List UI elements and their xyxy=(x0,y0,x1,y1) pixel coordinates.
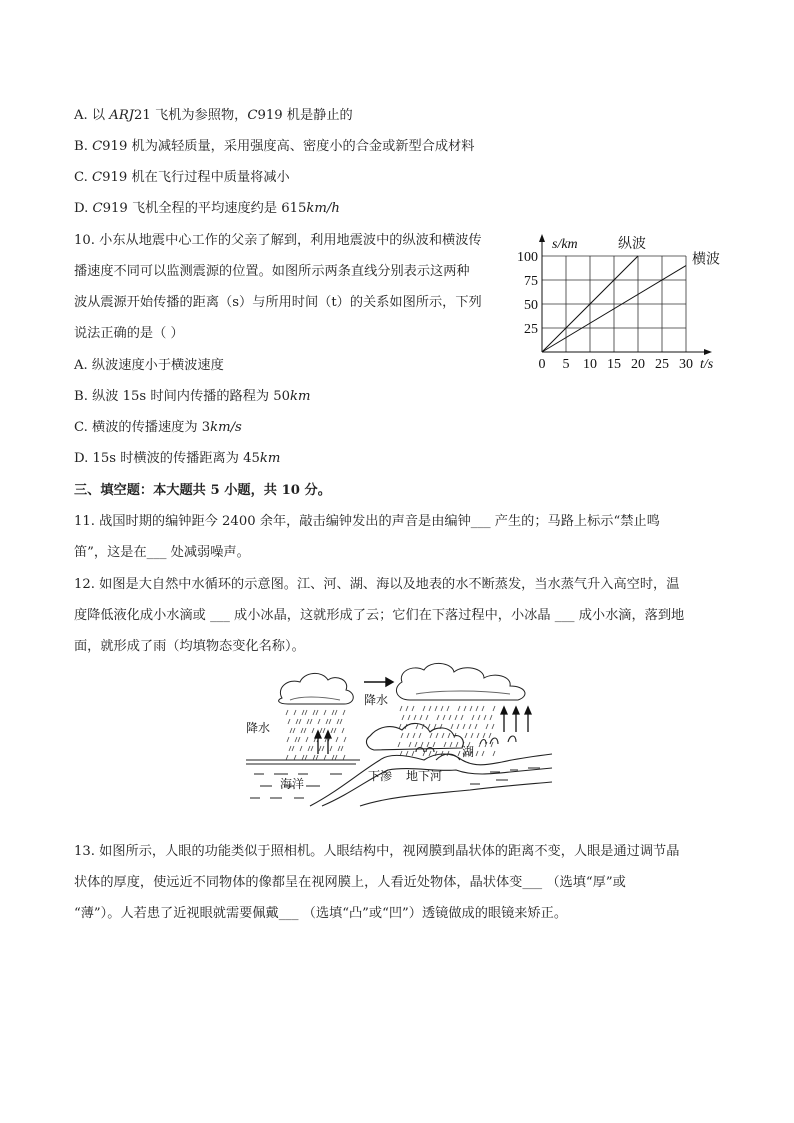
label-rain-left: 降水 xyxy=(246,721,271,735)
rain-drop xyxy=(312,728,314,733)
rain-drop xyxy=(322,746,324,751)
rain-drop xyxy=(302,755,304,760)
chart-grid xyxy=(542,256,686,352)
rain-drop xyxy=(482,751,484,756)
rain-drop xyxy=(414,715,416,720)
rain-drop xyxy=(415,742,417,747)
rain-drop xyxy=(463,724,465,729)
q9-option-c xyxy=(74,166,290,185)
rain-drop xyxy=(482,706,484,711)
x-tick-label: 10 xyxy=(583,357,597,372)
rain-drop xyxy=(316,755,318,760)
rain-drop xyxy=(458,751,460,756)
rain-drop xyxy=(421,742,423,747)
left-cloud xyxy=(279,673,354,704)
y-tick-label: 75 xyxy=(524,274,538,289)
rain-drop xyxy=(423,706,425,711)
rain-drop xyxy=(442,733,444,738)
rain-drop xyxy=(324,755,326,760)
rain-drop xyxy=(296,719,298,724)
rain-drop xyxy=(493,751,495,756)
rain-drop xyxy=(294,710,296,715)
rain-drop xyxy=(332,710,334,715)
rain-drop xyxy=(287,737,289,742)
rain-drop xyxy=(416,724,418,729)
q11-line-1: 11. 战国时期的编钟距今 2400 余年，敲击编钟发出的声音是由编钟___ 产生的；马路上标示“禁止鸣 xyxy=(74,514,660,529)
rain-drop xyxy=(484,715,486,720)
rain-drop xyxy=(491,742,493,747)
rain-drop xyxy=(443,715,445,720)
x-tick-label: 25 xyxy=(655,357,669,372)
q13-line-1: 13. 如图所示，人眼的功能类似于照相机。人眼结构中，视网膜到晶状体的距离不变，人眼是通过调节晶 xyxy=(74,844,680,859)
y-axis-arrow xyxy=(539,234,545,242)
rain-drop xyxy=(344,737,346,742)
evaporation-arrows xyxy=(315,707,531,754)
rain-drop xyxy=(401,733,403,738)
q9-option-a-mid: 21 飞机为参照物， xyxy=(134,108,248,123)
rain-drop xyxy=(330,746,332,751)
x-tick-label: 15 xyxy=(607,357,621,372)
q10-option-c-unit: km/s xyxy=(210,420,242,435)
rain-drop xyxy=(329,719,331,724)
y-axis-label: s/km xyxy=(552,237,578,252)
rain-drop xyxy=(323,728,325,733)
rain-drop xyxy=(342,728,344,733)
rain-drop xyxy=(477,733,479,738)
rain-drop xyxy=(293,728,295,733)
rain-drop xyxy=(451,724,453,729)
q9-option-a xyxy=(74,104,353,123)
rain-drop xyxy=(331,728,333,733)
rain-drop xyxy=(332,755,334,760)
rain-drop xyxy=(398,742,400,747)
rain-drop xyxy=(461,715,463,720)
q9-option-d xyxy=(74,197,340,216)
rain-drop xyxy=(489,733,491,738)
q10-stem-line-1: 10. 小东从地震中心工作的父亲了解到，利用地震波中的纵波和横波传 xyxy=(74,233,482,248)
water-cycle-figure xyxy=(240,660,560,820)
rain-drop xyxy=(465,733,467,738)
rain-drop xyxy=(316,710,318,715)
rain-drop xyxy=(310,719,312,724)
q12-line-2: 度降低液化成小水滴或 ___ 成小冰晶，这就形成了云；它们在下落过程中，小冰晶 ___ 成小水滴，落到地 xyxy=(74,608,685,623)
rain-drop xyxy=(335,710,337,715)
rain-drop xyxy=(493,706,495,711)
rain-drop xyxy=(407,733,409,738)
rain-drop xyxy=(419,733,421,738)
rain-drop xyxy=(336,737,338,742)
rain-drop xyxy=(286,710,288,715)
y-tick-label: 100 xyxy=(517,250,538,265)
rain-drop xyxy=(457,724,459,729)
rain-drop xyxy=(305,755,307,760)
section-3-title: 三、填空题：本大题共 5 小题，共 10 分。 xyxy=(74,483,331,498)
q10-option-b-unit: km xyxy=(290,389,311,404)
rain-drop xyxy=(478,715,480,720)
q10-stem-line-2: 播速度不同可以监测震源的位置。如图所示两条直线分别表示这两种 xyxy=(74,264,470,279)
rain-drop xyxy=(429,706,431,711)
rain-drop xyxy=(420,715,422,720)
rain-drop xyxy=(430,733,432,738)
q12-line-1: 12. 如图是大自然中水循环的示意图。江、河、湖、海以及地表的水不断蒸发，当水蒸气升入高空时，温 xyxy=(74,577,680,592)
q9-option-b-em: C xyxy=(92,139,103,154)
rain-drop xyxy=(433,742,435,747)
rain-drop xyxy=(340,719,342,724)
rain-drop xyxy=(288,719,290,724)
label-lake: 湖 xyxy=(462,745,475,759)
rain-drop xyxy=(295,737,297,742)
rain-drop xyxy=(458,706,460,711)
rain-drop xyxy=(464,706,466,711)
rain-drop xyxy=(304,728,306,733)
q9-option-b xyxy=(74,135,474,154)
rain-drop xyxy=(337,719,339,724)
q9-option-a-text: A. 以 xyxy=(74,108,110,123)
x-axis-arrow xyxy=(704,349,712,355)
rain-drop xyxy=(308,746,310,751)
q11-line-2: 笛”，这是在___ 处减弱噪声。 xyxy=(74,545,250,560)
series-label: 横波 xyxy=(692,251,720,268)
q10-stem-line-4: 说法正确的是（ ） xyxy=(74,326,184,341)
rain-drop xyxy=(301,728,303,733)
rain-drop xyxy=(456,742,458,747)
q9-option-d-text: 919 飞机全程的平均速度约是 615 xyxy=(102,201,307,216)
rain-drop xyxy=(486,724,488,729)
y-tick-label: 50 xyxy=(524,298,538,313)
cloud-arrow xyxy=(364,678,393,686)
q10-option-d xyxy=(74,447,280,466)
rain-drop xyxy=(406,751,408,756)
series-label: 纵波 xyxy=(618,236,646,252)
rain-drop xyxy=(441,706,443,711)
rain-drop xyxy=(320,728,322,733)
q10-stem-line-3: 波从震源开始传播的距离（s）与所用时间（t）的关系如图所示，下列 xyxy=(74,295,482,310)
rain-drop xyxy=(444,742,446,747)
rain-drop xyxy=(469,724,471,729)
rain-drop xyxy=(470,706,472,711)
q10-option-c-text: C. 横波的传播速度为 3 xyxy=(74,420,211,435)
q10-option-b-text: B. 纵波 15s 时间内传播的路程为 50 xyxy=(74,389,291,404)
rain-drop xyxy=(427,742,429,747)
rain-drop xyxy=(302,710,304,715)
rain-drop xyxy=(343,710,345,715)
q9-option-a-post: 919 机是静止的 xyxy=(257,108,353,123)
q10-option-a: A. 纵波速度小于横波速度 xyxy=(74,358,224,373)
rain-drop xyxy=(447,706,449,711)
rain-drop xyxy=(313,710,315,715)
rain-drop xyxy=(409,742,411,747)
rain-drop xyxy=(412,751,414,756)
right-cloud xyxy=(396,663,525,700)
rain-drop xyxy=(286,755,288,760)
rain-drop xyxy=(300,746,302,751)
x-tick-label: 30 xyxy=(679,357,693,372)
rain-drop xyxy=(324,710,326,715)
rain-drop xyxy=(476,706,478,711)
rain-drop xyxy=(492,724,494,729)
rain-drop xyxy=(437,715,439,720)
rain-drop xyxy=(311,746,313,751)
rain-drop xyxy=(292,746,294,751)
q12-line-3: 面，就形成了雨（均填物态变化名称）。 xyxy=(74,639,305,654)
rain-drop xyxy=(408,715,410,720)
rain-drop xyxy=(426,715,428,720)
q13-line-2: 状体的厚度，使远近不同物体的像都呈在视网膜上，人看近处物体，晶状体变___ （选填“厚”或 xyxy=(74,875,626,890)
rain-drop xyxy=(290,728,292,733)
q10-option-c xyxy=(74,416,242,435)
y-tick-label: 25 xyxy=(524,322,538,337)
label-ocean: 海洋 xyxy=(280,777,305,791)
rain-drop xyxy=(490,715,492,720)
rain-drop xyxy=(483,733,485,738)
rain-drop xyxy=(313,755,315,760)
q10-option-d-unit: km xyxy=(259,451,281,466)
rain-drop xyxy=(448,733,450,738)
rain-drop xyxy=(435,706,437,711)
q9-option-d-pre: D. xyxy=(74,201,93,216)
wave-chart xyxy=(510,226,730,376)
x-tick-label: 0 xyxy=(538,357,546,372)
rain-drop xyxy=(429,751,431,756)
rain-drop xyxy=(335,755,337,760)
q13-line-3: “薄”）。人若患了近视眼就需要佩戴___ （选填“凸”或“凹”）透镜做成的眼镜来矫正。 xyxy=(74,906,568,921)
rain-drop xyxy=(318,719,320,724)
q9-option-c-pre: C. xyxy=(74,170,93,185)
rain-drop xyxy=(413,733,415,738)
rain-drop xyxy=(299,719,301,724)
label-infiltrate: 下渗 xyxy=(368,769,393,783)
rain-drop xyxy=(476,751,478,756)
x-tick-label: 20 xyxy=(631,357,645,372)
rain-drop xyxy=(294,755,296,760)
label-rain-top: 降水 xyxy=(364,693,389,707)
q9-option-a-em2: C xyxy=(247,108,258,123)
x-axis-label: t/s xyxy=(700,357,714,372)
rain-drop xyxy=(428,724,430,729)
rain-drop xyxy=(472,715,474,720)
q9-option-c-text: 919 机在飞行过程中质量将减小 xyxy=(102,170,290,185)
rain-drop xyxy=(289,746,291,751)
q10-option-b xyxy=(74,385,311,404)
rain-drop xyxy=(298,737,300,742)
rain-drop xyxy=(412,706,414,711)
rain-drop xyxy=(305,710,307,715)
q9-option-c-em: C xyxy=(92,170,103,185)
q9-option-d-unit: km/h xyxy=(306,201,340,216)
rain-drop xyxy=(343,755,345,760)
rain-drop xyxy=(307,719,309,724)
q9-option-a-em: ARJ xyxy=(109,108,135,123)
q9-option-b-pre: B. xyxy=(74,139,93,154)
rain-drop xyxy=(436,733,438,738)
rain-drop xyxy=(334,728,336,733)
rain-drop xyxy=(471,733,473,738)
rain-drop xyxy=(402,715,404,720)
rain-drop xyxy=(455,715,457,720)
x-tick-label: 5 xyxy=(562,357,570,372)
rain-drop xyxy=(400,706,402,711)
label-underground-river: 地下河 xyxy=(406,769,443,783)
q10-option-d-text: D. 15s 时横波的传播距离为 45 xyxy=(74,451,260,466)
rain-drop xyxy=(406,706,408,711)
rain-drop xyxy=(341,746,343,751)
rain-drop xyxy=(449,715,451,720)
rain-drop xyxy=(306,737,308,742)
rain-drop xyxy=(319,746,321,751)
q9-option-d-em: C xyxy=(92,201,103,216)
rain-drop xyxy=(338,746,340,751)
rain-drop xyxy=(326,719,328,724)
rain-drop xyxy=(450,742,452,747)
rain-drop xyxy=(475,724,477,729)
q9-option-b-text: 919 机为减轻质量，采用强度高、密度小的合金或新型合成材料 xyxy=(102,139,475,154)
